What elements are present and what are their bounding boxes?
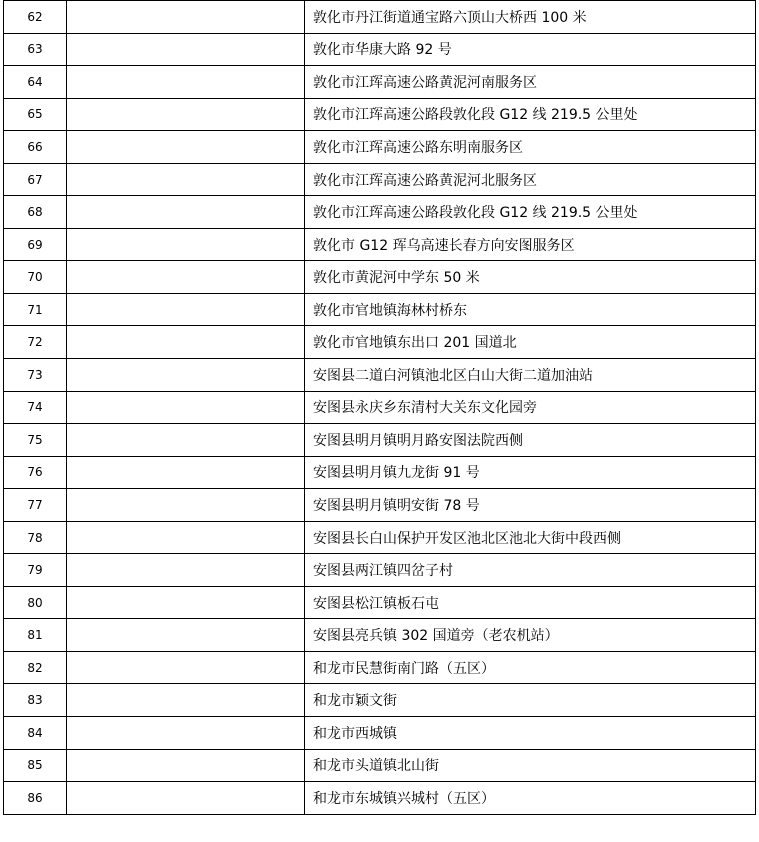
empty-cell (67, 749, 305, 782)
address-cell: 敦化市官地镇海林村桥东 (305, 293, 756, 326)
address-cell: 敦化市江珲高速公路段敦化段 G12 线 219.5 公里处 (305, 196, 756, 229)
address-cell: 敦化市华康大路 92 号 (305, 33, 756, 66)
address-cell: 和龙市西城镇 (305, 717, 756, 750)
row-number-cell: 62 (4, 1, 67, 34)
empty-cell (67, 326, 305, 359)
table-row (4, 619, 756, 652)
address-cell: 敦化市江珲高速公路东明南服务区 (305, 131, 756, 164)
table-row (4, 717, 756, 750)
empty-cell (67, 521, 305, 554)
row-number-cell: 77 (4, 489, 67, 522)
empty-cell (67, 33, 305, 66)
table-row (4, 33, 756, 66)
address-cell: 安图县两江镇四岔子村 (305, 554, 756, 587)
address-cell: 和龙市东城镇兴城村（五区） (305, 782, 756, 815)
address-cell: 敦化市丹江街道通宝路六顶山大桥西 100 米 (305, 1, 756, 34)
row-number-cell: 75 (4, 424, 67, 457)
empty-cell (67, 554, 305, 587)
empty-cell (67, 424, 305, 457)
table-row (4, 1, 756, 34)
table-row (4, 684, 756, 717)
row-number-cell: 63 (4, 33, 67, 66)
row-number-cell: 83 (4, 684, 67, 717)
empty-cell (67, 456, 305, 489)
address-cell: 安图县明月镇九龙街 91 号 (305, 456, 756, 489)
empty-cell (67, 782, 305, 815)
row-number-cell: 76 (4, 456, 67, 489)
row-number-cell: 81 (4, 619, 67, 652)
table-row (4, 456, 756, 489)
address-cell: 和龙市头道镇北山街 (305, 749, 756, 782)
empty-cell (67, 228, 305, 261)
address-cell: 安图县亮兵镇 302 国道旁（老农机站） (305, 619, 756, 652)
address-cell: 敦化市江珲高速公路段敦化段 G12 线 219.5 公里处 (305, 98, 756, 131)
row-number-cell: 64 (4, 66, 67, 99)
empty-cell (67, 131, 305, 164)
table-row (4, 554, 756, 587)
address-cell: 安图县永庆乡东清村大关东文化园旁 (305, 391, 756, 424)
address-table (3, 0, 756, 815)
row-number-cell: 74 (4, 391, 67, 424)
address-table-body (4, 1, 756, 815)
row-number-cell: 73 (4, 359, 67, 392)
empty-cell (67, 1, 305, 34)
row-number-cell: 65 (4, 98, 67, 131)
empty-cell (67, 293, 305, 326)
address-cell: 和龙市颖文街 (305, 684, 756, 717)
row-number-cell: 80 (4, 586, 67, 619)
table-row (4, 66, 756, 99)
empty-cell (67, 163, 305, 196)
empty-cell (67, 196, 305, 229)
address-cell: 敦化市 G12 珲乌高速长春方向安图服务区 (305, 228, 756, 261)
row-number-cell: 66 (4, 131, 67, 164)
row-number-cell: 68 (4, 196, 67, 229)
address-cell: 敦化市江珲高速公路黄泥河北服务区 (305, 163, 756, 196)
address-cell: 安图县明月镇明安街 78 号 (305, 489, 756, 522)
row-number-cell: 86 (4, 782, 67, 815)
table-row (4, 391, 756, 424)
table-row (4, 359, 756, 392)
table-row (4, 489, 756, 522)
row-number-cell: 72 (4, 326, 67, 359)
address-cell: 敦化市黄泥河中学东 50 米 (305, 261, 756, 294)
table-row (4, 163, 756, 196)
row-number-cell: 78 (4, 521, 67, 554)
address-cell: 敦化市官地镇东出口 201 国道北 (305, 326, 756, 359)
empty-cell (67, 586, 305, 619)
row-number-cell: 84 (4, 717, 67, 750)
empty-cell (67, 717, 305, 750)
table-row (4, 521, 756, 554)
empty-cell (67, 651, 305, 684)
address-cell: 和龙市民慧街南门路（五区） (305, 651, 756, 684)
empty-cell (67, 261, 305, 294)
empty-cell (67, 489, 305, 522)
table-row (4, 424, 756, 457)
table-row (4, 326, 756, 359)
table-row (4, 196, 756, 229)
empty-cell (67, 391, 305, 424)
table-row (4, 586, 756, 619)
row-number-cell: 85 (4, 749, 67, 782)
row-number-cell: 69 (4, 228, 67, 261)
row-number-cell: 79 (4, 554, 67, 587)
table-row (4, 749, 756, 782)
address-cell: 安图县二道白河镇池北区白山大街二道加油站 (305, 359, 756, 392)
table-row (4, 782, 756, 815)
row-number-cell: 71 (4, 293, 67, 326)
empty-cell (67, 684, 305, 717)
row-number-cell: 67 (4, 163, 67, 196)
table-row (4, 98, 756, 131)
address-cell: 安图县明月镇明月路安图法院西侧 (305, 424, 756, 457)
empty-cell (67, 66, 305, 99)
address-cell: 敦化市江珲高速公路黄泥河南服务区 (305, 66, 756, 99)
table-row (4, 228, 756, 261)
empty-cell (67, 359, 305, 392)
address-cell: 安图县长白山保护开发区池北区池北大街中段西侧 (305, 521, 756, 554)
table-row (4, 651, 756, 684)
row-number-cell: 70 (4, 261, 67, 294)
table-row (4, 293, 756, 326)
address-cell: 安图县松江镇板石屯 (305, 586, 756, 619)
empty-cell (67, 98, 305, 131)
table-row (4, 261, 756, 294)
table-row (4, 131, 756, 164)
row-number-cell: 82 (4, 651, 67, 684)
empty-cell (67, 619, 305, 652)
